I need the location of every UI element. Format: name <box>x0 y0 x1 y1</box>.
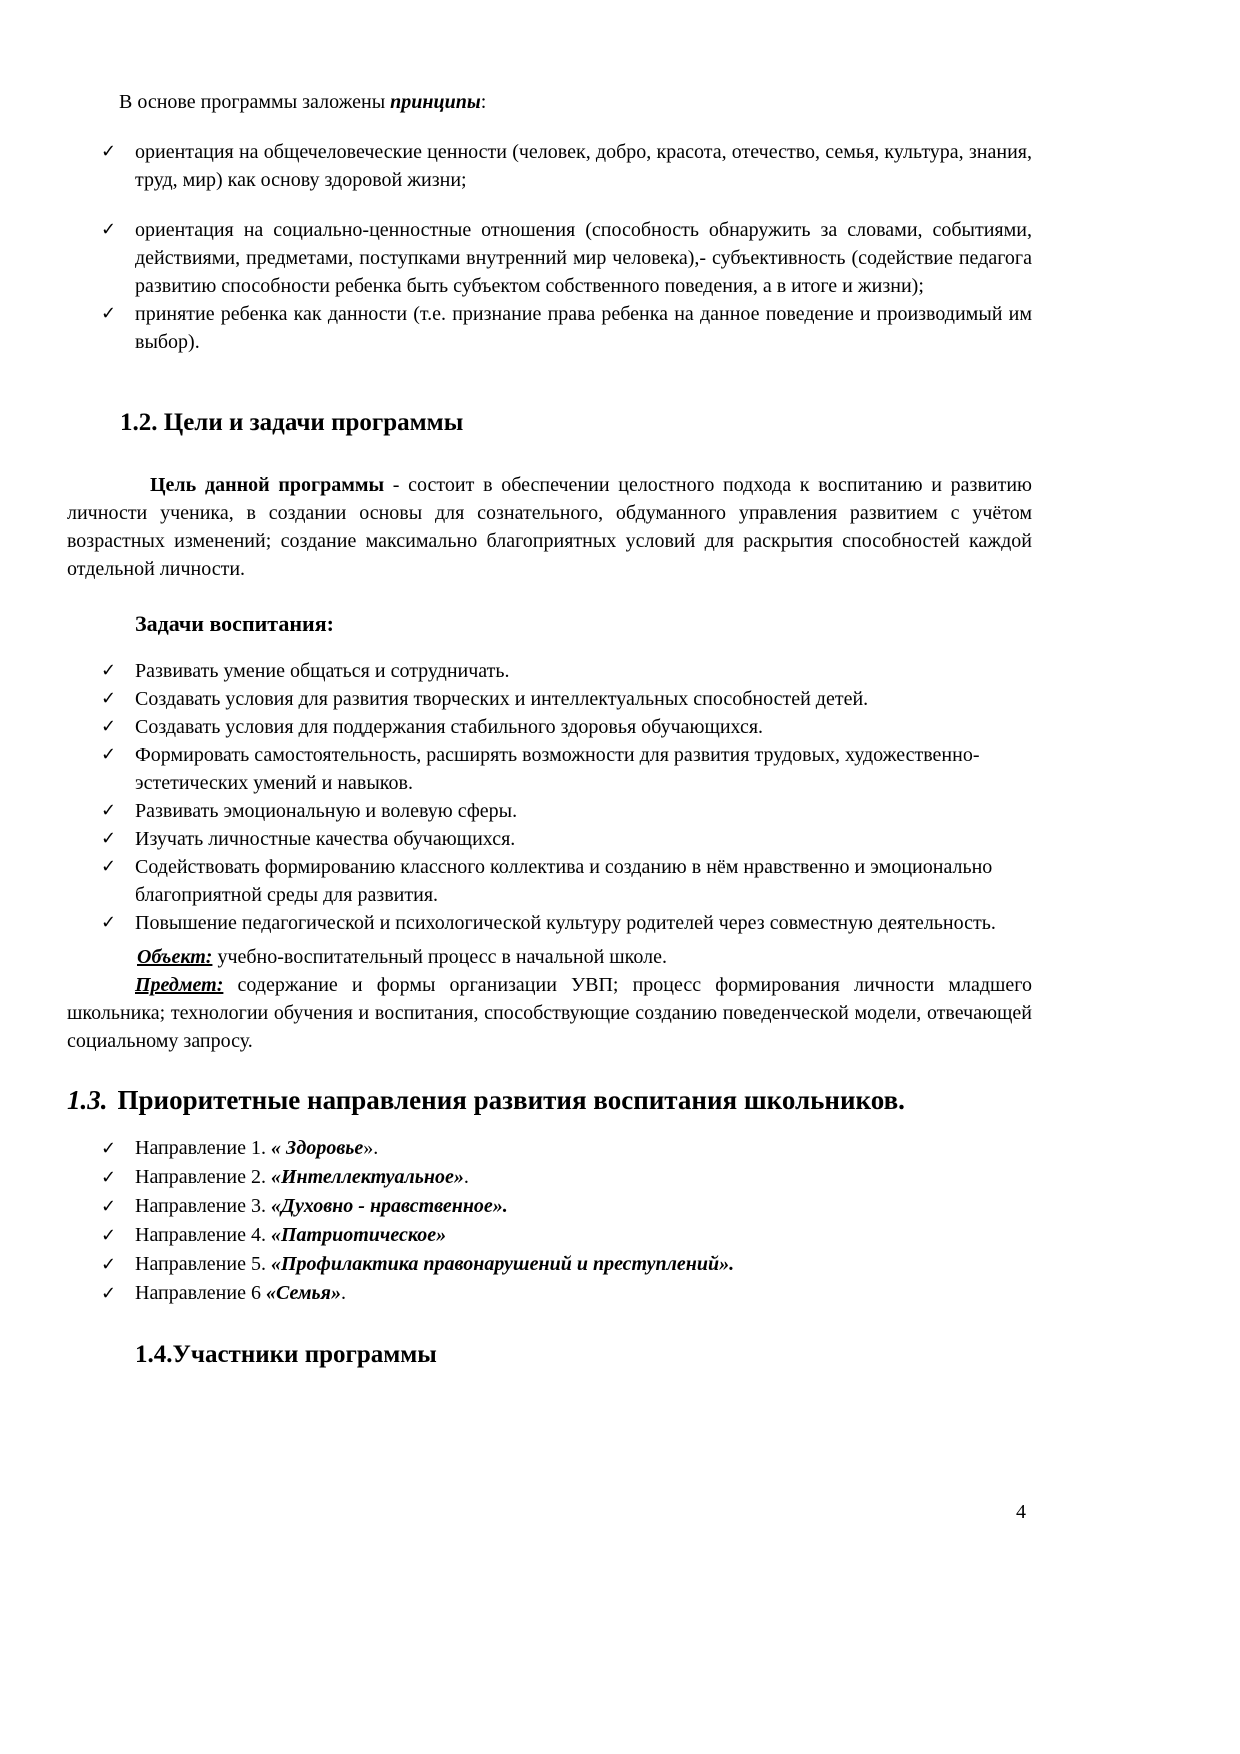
check-icon: ✓ <box>101 800 117 821</box>
direction-prefix: Направление 5. <box>135 1253 271 1275</box>
object-label: Объект: <box>137 946 213 968</box>
check-icon: ✓ <box>101 856 117 877</box>
check-icon: ✓ <box>101 303 117 324</box>
list-item <box>67 1250 1032 1279</box>
direction-prefix: Направление 3. <box>135 1195 271 1217</box>
list-item <box>67 216 1032 300</box>
list-item <box>67 713 1032 741</box>
list-item <box>67 685 1032 713</box>
check-icon: ✓ <box>101 828 117 849</box>
task-text: Создавать условия для развития творческих и интеллектуальных способностей детей. <box>135 688 869 710</box>
list-item <box>67 657 1032 685</box>
intro-paragraph <box>67 88 1032 116</box>
list-item <box>67 1192 1032 1221</box>
principles-list <box>67 138 1032 356</box>
list-item <box>67 741 1032 797</box>
check-icon: ✓ <box>101 1225 117 1246</box>
principle-text: ориентация на общечеловеческие ценности (человек, добро, красота, отечество, семья, культура, знания, труд, мир) как основу здоровой жизни; <box>135 141 1032 191</box>
check-icon: ✓ <box>101 1283 117 1304</box>
object-text: учебно-воспитательный процесс в начальной школе. <box>212 946 667 968</box>
principle-text: принятие ребенка как данности (т.е. признание права ребенка на данное поведение и производимый им выбор). <box>135 303 1032 353</box>
section-title: Приоритетные направления развития воспитания школьников <box>117 1085 899 1115</box>
section-heading-1-4: 1.4.Участники программы <box>135 1341 437 1368</box>
goal-paragraph <box>67 471 1032 583</box>
direction-name: «Интеллектуальное» <box>270 1166 464 1188</box>
check-icon: ✓ <box>101 1254 117 1275</box>
task-text: Формировать самостоятельность, расширять возможности для развития трудовых, художественно-эстетических умений и навыков. <box>135 744 980 794</box>
directions-list <box>67 1134 1032 1308</box>
list-item <box>67 853 1032 909</box>
list-item <box>67 1221 1032 1250</box>
check-icon: ✓ <box>101 744 117 765</box>
check-icon: ✓ <box>101 1167 117 1188</box>
list-item <box>67 1279 1032 1308</box>
goal-lead: Цель данной программы <box>150 474 385 496</box>
direction-name: «Семья» <box>265 1282 341 1304</box>
tasks-list <box>67 657 1032 937</box>
direction-prefix: Направление 2. <box>135 1166 271 1188</box>
check-icon: ✓ <box>101 716 117 737</box>
intro-text: В основе программы заложены <box>119 91 391 113</box>
direction-name: «Патриотическое» <box>270 1224 447 1246</box>
check-icon: ✓ <box>101 1138 117 1159</box>
check-icon: ✓ <box>101 912 117 933</box>
direction-prefix: Направление 4. <box>135 1224 271 1246</box>
tasks-heading: Задачи воспитания: <box>135 611 334 636</box>
list-item <box>67 138 1032 194</box>
subject-label: Предмет: <box>135 974 224 996</box>
check-icon: ✓ <box>101 688 117 709</box>
task-text: Развивать умение общаться и сотрудничать. <box>135 660 510 682</box>
task-text: Содействовать формированию классного коллектива и созданию в нём нравственно и эмоционально благоприятной среды для развития. <box>135 856 993 906</box>
direction-tail: ». <box>363 1137 379 1159</box>
check-icon: ✓ <box>101 660 117 681</box>
list-item <box>67 825 1032 853</box>
direction-tail: . <box>463 1166 469 1188</box>
direction-prefix: Направление 6 <box>135 1282 266 1304</box>
subject-text: содержание и формы организации УВП; процесс формирования личности младшего школьника; технологии обучения и воспитания, способствующие созданию поведенческой модели, отвечающей социальному запросу. <box>67 974 1032 1052</box>
section-title-tail: . <box>898 1085 905 1115</box>
list-item <box>67 797 1032 825</box>
list-item <box>67 300 1032 356</box>
list-item <box>67 1134 1032 1163</box>
check-icon: ✓ <box>101 141 117 162</box>
list-item <box>67 1163 1032 1192</box>
direction-name: «Духовно - нравственное». <box>270 1195 508 1217</box>
direction-prefix: Направление 1. <box>135 1137 271 1159</box>
section-heading-1-3 <box>67 1083 1032 1118</box>
check-icon: ✓ <box>101 1196 117 1217</box>
task-text: Повышение педагогической и психологической культуру родителей через совместную деятельность. <box>135 912 996 934</box>
subject-paragraph <box>67 971 1032 1055</box>
intro-emphasis: принципы <box>390 91 481 113</box>
goal-text: - состоит в обеспечении целостного подхода к воспитанию и развитию личности ученика, в создании основы для сознательного, обдуманного управления развитием с учётом возрастных изменений; создание максимально благоприятных условий для раскрытия способностей каждой отдельной личности. <box>67 474 1032 580</box>
check-icon: ✓ <box>101 219 117 240</box>
direction-name: «Профилактика правонарушений и преступлений». <box>270 1253 735 1275</box>
task-text: Изучать личностные качества обучающихся. <box>135 828 516 850</box>
principle-text: ориентация на социально-ценностные отношения (способность обнаружить за словами, событиями, действиями, предметами, поступками внутренний мир человека),- субъективность (содействие педагога развитию способности ребенка быть субъектом собственного поведения, а в итоге и жизни); <box>135 219 1032 297</box>
task-text: Создавать условия для поддержания стабильного здоровья обучающихся. <box>135 716 764 738</box>
section-number: 1.3. <box>67 1085 108 1115</box>
direction-tail: . <box>340 1282 346 1304</box>
intro-tail: : <box>480 91 487 113</box>
section-heading-1-2: 1.2. Цели и задачи программы <box>120 409 464 436</box>
object-paragraph <box>67 943 1032 971</box>
direction-name: « Здоровье <box>270 1137 364 1159</box>
list-item <box>67 909 1032 937</box>
page-number: 4 <box>1016 1501 1026 1523</box>
task-text: Развивать эмоциональную и волевую сферы. <box>135 800 518 822</box>
